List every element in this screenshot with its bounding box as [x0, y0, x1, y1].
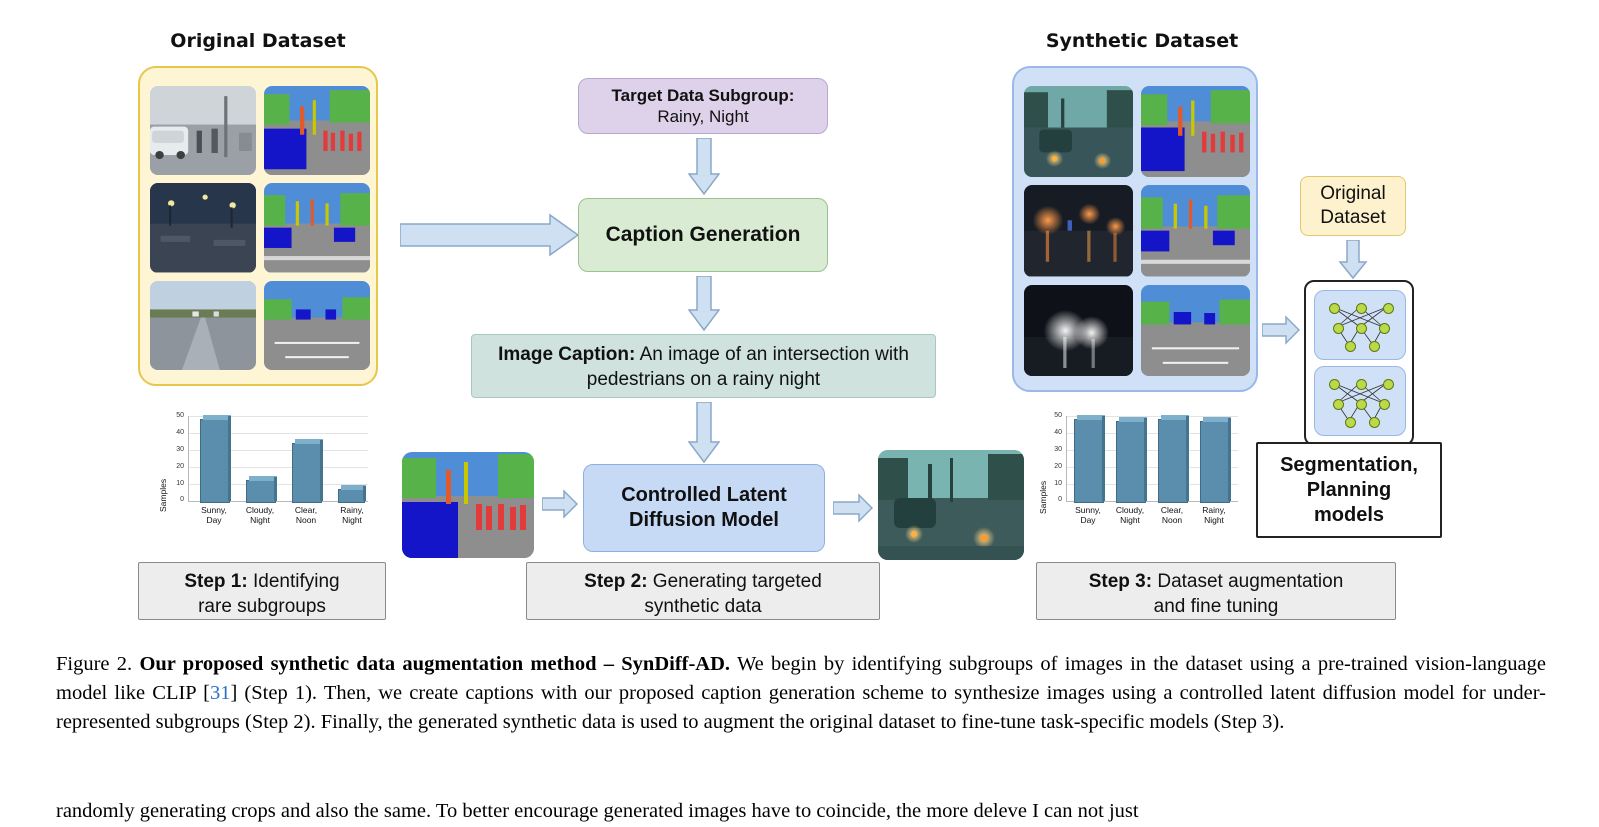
thumbnail-synthetic-seg-1: [1141, 86, 1250, 177]
caption-generation-label: Caption Generation: [605, 222, 801, 246]
chart1-cat-1-l1: Cloudy,: [245, 505, 275, 515]
models-label-line2: Planning: [1306, 478, 1392, 501]
caption-generation-box: [578, 198, 828, 272]
thumbnail-original-seg-2: [264, 183, 370, 272]
chart1-cat-0-l1: Sunny,: [201, 505, 227, 515]
original-dataset-small-line2: Dataset: [1320, 207, 1386, 228]
thumbnail-synthetic-rgb-2: [1024, 185, 1133, 276]
chart1-cat-3-l2: Night: [342, 514, 362, 525]
chart1-cat-2-l1: Clear,: [294, 505, 318, 515]
image-caption-box: [471, 334, 936, 398]
chart2-cat-3-l1: Rainy,: [1202, 505, 1226, 515]
step-1-text: Identifying: [247, 571, 340, 592]
step1-bar-chart: Samples 50 40 30 20 10 0 Sunny, Day Cloudy, Night Clear, Noon Rainy, Night: [152, 408, 374, 540]
step-3-box: [1036, 562, 1396, 620]
models-label-line1: Segmentation,: [1280, 453, 1418, 476]
chart1-cat-0-l2: Day: [206, 514, 222, 525]
arrow-imagecaption-to-diffusion: [688, 402, 720, 469]
citation-link-31[interactable]: 31: [209, 682, 231, 705]
chart2-cat-0-l2: Day: [1080, 514, 1096, 525]
arrow-diffusion-to-generated: [833, 493, 873, 528]
step-3-label: Step 3:: [1088, 571, 1153, 592]
synthetic-dataset-thumbnail-grid: [1024, 86, 1250, 376]
original-dataset-small-line1: Original: [1320, 183, 1386, 205]
body-text-tail: randomly generating crops and also the same. To better encourage generated images have to coincide, the more deleve I can not just: [56, 800, 1139, 822]
synthetic-dataset-title: Synthetic Dataset: [1045, 30, 1239, 52]
arrow-caption-to-imagecaption: [688, 276, 720, 337]
chart2-cat-0-l1: Sunny,: [1075, 505, 1101, 515]
synthetic-dataset-panel: [1012, 66, 1258, 392]
thumbnail-synthetic-rgb-3: [1024, 285, 1133, 376]
original-dataset-panel: [138, 66, 378, 386]
network-diagram-bottom: [1314, 366, 1406, 436]
chart2-ylabel: Samples: [1038, 480, 1048, 514]
chart2-cat-1-l1: Cloudy,: [1115, 505, 1145, 515]
arrow-synthetic-to-models: [1262, 315, 1300, 350]
thumbnail-synthetic-seg-3: [1141, 285, 1250, 376]
diffusion-label-line1: Controlled Latent: [621, 484, 787, 506]
figure-caption: [56, 650, 1546, 737]
arrow-seg-to-diffusion: [542, 489, 578, 524]
thumbnail-synthetic-rgb-1: [1024, 86, 1133, 177]
segmentation-planning-models-box: [1256, 442, 1442, 538]
image-caption-label: Image Caption:: [498, 344, 636, 365]
original-dataset-title: Original Dataset: [170, 30, 346, 52]
generated-synthetic-image: [878, 450, 1024, 560]
chart1-cat-1-l2: Night: [250, 514, 270, 525]
figure-caption-text-1: We begin by identifying subgroups of images in the dataset using a pre-trained vision-language model like CLIP [: [56, 653, 1546, 705]
chart2-cat-2-l2: Noon: [1161, 514, 1183, 525]
target-data-subgroup-box: [578, 78, 828, 134]
step-2-label: Step 2:: [584, 571, 648, 592]
step-3-text2: and fine tuning: [1153, 595, 1279, 617]
chart2-cat-2-l1: Clear,: [1160, 505, 1184, 515]
thumbnail-original-rgb-2: [150, 183, 256, 272]
step3-bar-chart: Samples 50 40 30 20 10 0 Sunny, Day Cloudy, Night Clear, Noon Rainy, Night: [1032, 408, 1242, 540]
step-3-text: Dataset augmentation: [1152, 571, 1344, 592]
diffusion-input-segmentation-image: [402, 452, 534, 558]
step-2-box: [526, 562, 880, 620]
diffusion-label-line2: Diffusion Model: [629, 509, 779, 531]
original-dataset-thumbnail-grid: [150, 86, 370, 370]
step-1-box: [138, 562, 386, 620]
thumbnail-original-seg-3: [264, 281, 370, 370]
controlled-latent-diffusion-box: [583, 464, 825, 552]
figure-caption-label: Figure 2.: [56, 653, 133, 675]
step-1-label: Step 1:: [184, 571, 248, 592]
network-diagram-top: [1314, 290, 1406, 360]
image-caption-text: An image of an intersection with pedestrians on a rainy night: [586, 344, 909, 390]
step-2-text: Generating targeted: [647, 571, 822, 592]
chart2-cat-1-l2: Night: [1120, 514, 1140, 525]
target-subgroup-label: Target Data Subgroup:: [611, 85, 795, 105]
arrow-original-to-models: [1338, 240, 1368, 285]
chart2-cat-3-l2: Night: [1204, 514, 1224, 525]
chart1-cat-2-l2: Noon: [295, 514, 317, 525]
step-2-text2: synthetic data: [644, 595, 762, 617]
thumbnail-synthetic-seg-2: [1141, 185, 1250, 276]
thumbnail-original-seg-1: [264, 86, 370, 175]
target-subgroup-value: Rainy, Night: [657, 107, 749, 126]
arrow-dataset-to-caption: [400, 212, 580, 263]
figure-caption-title: Our proposed synthetic data augmentation method – SynDiff-AD.: [139, 653, 731, 675]
arrow-subgroup-to-caption: [688, 138, 720, 201]
chart1-ylabel: Samples: [158, 478, 168, 512]
original-dataset-small-box: [1300, 176, 1406, 236]
figure-caption-text-2: ] (Step 1). Then, we create captions with our proposed caption generation scheme to synthesize images using a controlled latent diffusion model for under-represented subgroups (Step 2). Finally, the generated synthetic data is used to augment the original dataset to fine-tune task-specific models (Step 3).: [56, 682, 1546, 734]
thumbnail-original-rgb-3: [150, 281, 256, 370]
step-1-text2: rare subgroups: [198, 595, 326, 617]
models-network-box: [1304, 280, 1414, 446]
models-label-line3: models: [1313, 503, 1385, 526]
thumbnail-original-rgb-1: [150, 86, 256, 175]
chart1-cat-3-l1: Rainy,: [340, 505, 364, 515]
